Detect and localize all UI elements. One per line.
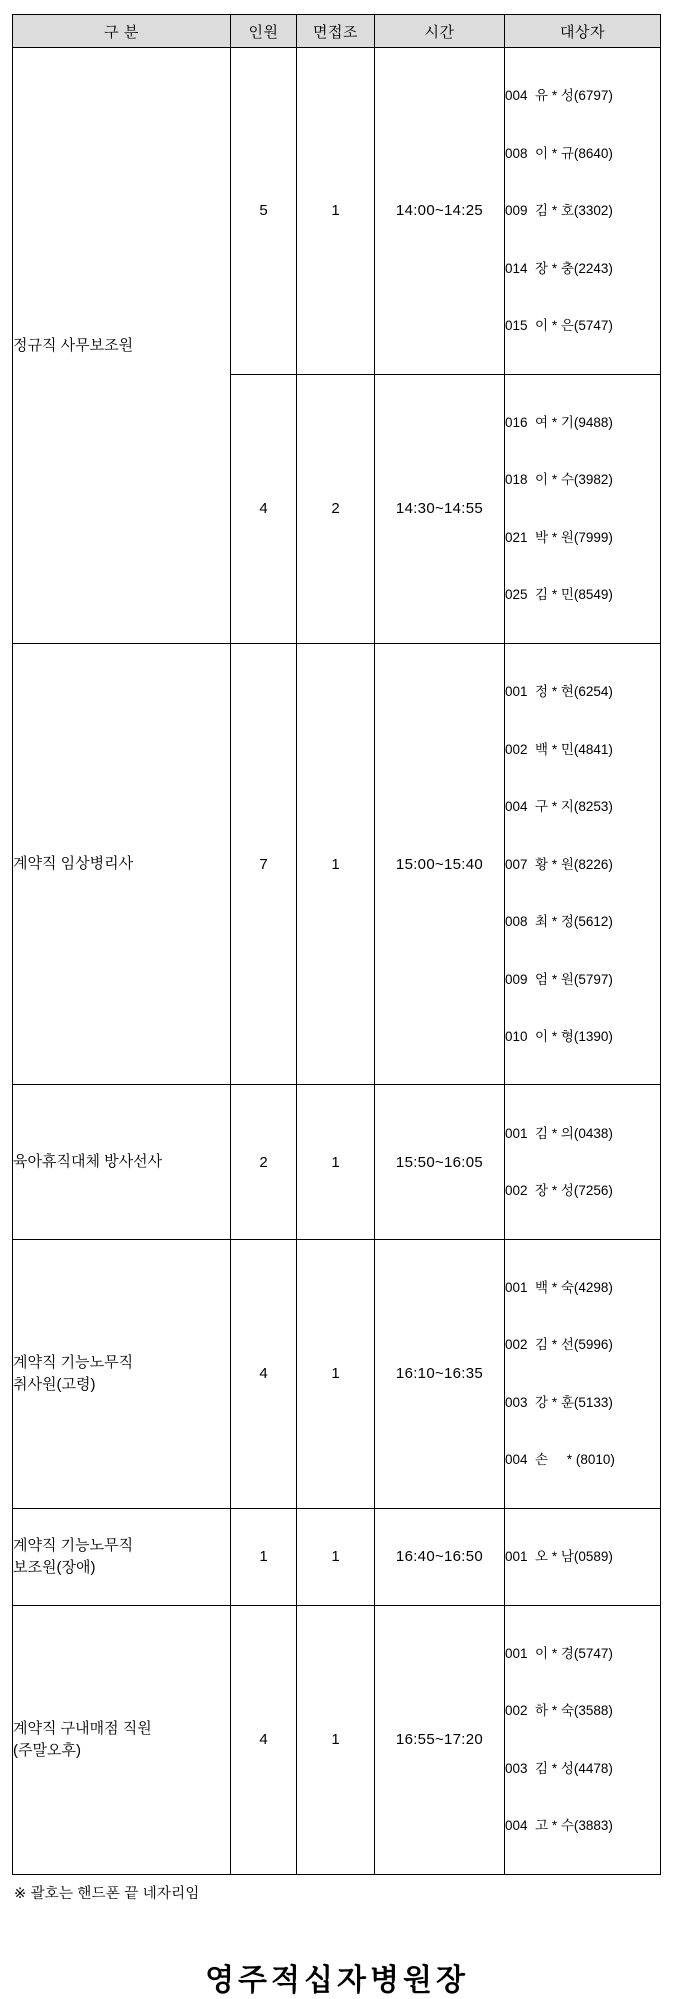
cell-group: 2 xyxy=(297,374,375,643)
cell-group: 1 xyxy=(297,1508,375,1605)
cell-targets xyxy=(505,374,661,643)
target-entry: 001 정 * 현(6254) xyxy=(505,684,613,700)
cell-targets xyxy=(505,643,661,1085)
cell-count: 7 xyxy=(231,643,297,1085)
cell-targets xyxy=(505,1508,661,1605)
target-entry: 004 구 * 지(8253) xyxy=(505,799,613,815)
target-entry: 001 오 * 남(0589) xyxy=(505,1549,613,1565)
cell-count: 4 xyxy=(231,1239,297,1508)
table-row xyxy=(13,643,661,1085)
column-header-group: 면접조 xyxy=(297,15,375,48)
cell-division: 계약직 구내매점 직원 (주말오후) xyxy=(13,1605,231,1874)
target-entry: 021 박 * 원(7999) xyxy=(505,529,613,545)
target-entry: 003 강 * 훈(5133) xyxy=(505,1394,613,1410)
target-entry: 010 이 * 형(1390) xyxy=(505,1028,613,1044)
footnote: ※ 괄호는 핸드폰 끝 네자리임 xyxy=(14,1885,200,1902)
column-header-division: 구 분 xyxy=(13,15,231,48)
table-row xyxy=(13,1239,661,1508)
target-entry: 014 장 * 충(2243) xyxy=(505,260,613,276)
column-header-time: 시간 xyxy=(375,15,505,48)
cell-count: 5 xyxy=(231,48,297,375)
target-entry: 003 김 * 성(4478) xyxy=(505,1760,613,1776)
cell-time: 14:30~14:55 xyxy=(375,374,505,643)
table-header xyxy=(13,15,661,48)
cell-division: 육아휴직대체 방사선사 xyxy=(13,1085,231,1239)
cell-time: 15:50~16:05 xyxy=(375,1085,505,1239)
cell-group: 1 xyxy=(297,643,375,1085)
target-entry: 002 김 * 선(5996) xyxy=(505,1337,613,1353)
cell-division: 정규직 사무보조원 xyxy=(13,48,231,644)
target-entry: 018 이 * 수(3982) xyxy=(505,472,613,488)
cell-time: 15:00~15:40 xyxy=(375,643,505,1085)
signature-line: 영주적십자병원장 xyxy=(205,1963,469,1997)
cell-group: 1 xyxy=(297,48,375,375)
target-entry: 002 백 * 민(4841) xyxy=(505,741,613,757)
cell-group: 1 xyxy=(297,1085,375,1239)
target-entry: 008 이 * 규(8640) xyxy=(505,145,613,161)
table-row xyxy=(13,48,661,375)
target-entry: 001 이 * 경(5747) xyxy=(505,1645,613,1661)
cell-time: 16:10~16:35 xyxy=(375,1239,505,1508)
column-header-count: 인원 xyxy=(231,15,297,48)
cell-group: 1 xyxy=(297,1605,375,1874)
cell-group: 1 xyxy=(297,1239,375,1508)
table-row xyxy=(13,1605,661,1874)
target-entry: 025 김 * 민(8549) xyxy=(505,587,613,603)
cell-count: 1 xyxy=(231,1508,297,1605)
target-entry: 002 하 * 숙(3588) xyxy=(505,1703,613,1719)
cell-targets xyxy=(505,1605,661,1874)
target-entry: 004 고 * 수(3883) xyxy=(505,1818,613,1834)
target-entry: 016 여 * 기(9488) xyxy=(505,414,613,430)
target-entry: 004 손 * (8010) xyxy=(505,1452,615,1468)
target-entry: 001 김 * 의(0438) xyxy=(505,1125,613,1141)
cell-targets xyxy=(505,1085,661,1239)
target-entry: 001 백 * 숙(4298) xyxy=(505,1280,613,1295)
target-entry: 002 장 * 성(7256) xyxy=(505,1183,613,1199)
table-row xyxy=(13,1085,661,1239)
column-header-targets: 대상자 xyxy=(505,15,661,48)
cell-count: 4 xyxy=(231,1605,297,1874)
target-entry: 007 황 * 원(8226) xyxy=(505,856,613,872)
target-entry: 009 엄 * 원(5797) xyxy=(505,971,613,987)
cell-targets xyxy=(505,1239,661,1508)
table-header-row xyxy=(13,15,661,48)
cell-division: 계약직 기능노무직 보조원(장애) xyxy=(13,1508,231,1605)
target-entry: 009 김 * 호(3302) xyxy=(505,203,613,219)
interview-schedule-table xyxy=(12,14,661,1875)
cell-time: 16:40~16:50 xyxy=(375,1508,505,1605)
cell-division: 계약직 기능노무직 취사원(고령) xyxy=(13,1239,231,1508)
table-body xyxy=(13,48,661,1875)
cell-time: 16:55~17:20 xyxy=(375,1605,505,1874)
target-entry: 008 최 * 정(5612) xyxy=(505,914,613,930)
cell-count: 2 xyxy=(231,1085,297,1239)
cell-division: 계약직 임상병리사 xyxy=(13,643,231,1085)
table-row xyxy=(13,1508,661,1605)
target-entry: 015 이 * 은(5747) xyxy=(505,318,613,334)
cell-count: 4 xyxy=(231,374,297,643)
cell-targets xyxy=(505,48,661,375)
target-entry: 004 유 * 성(6797) xyxy=(505,88,613,104)
cell-time: 14:00~14:25 xyxy=(375,48,505,375)
